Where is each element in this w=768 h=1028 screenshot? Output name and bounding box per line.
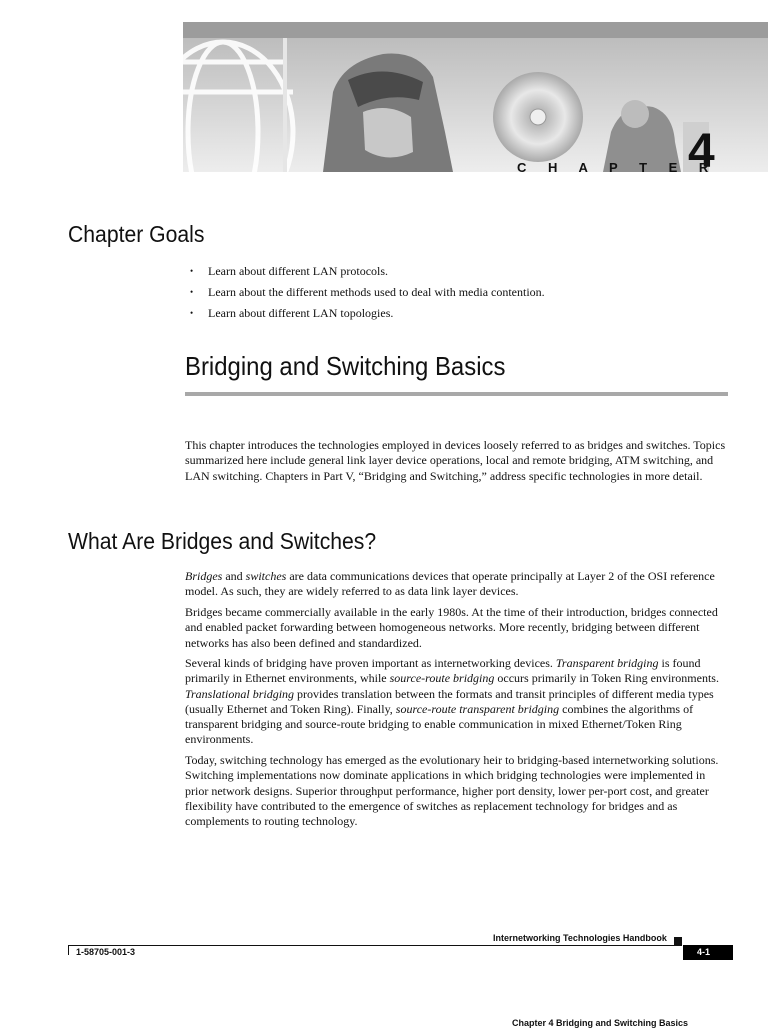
goal-text: Learn about different LAN topologies.	[208, 306, 394, 320]
bullet-icon: •	[190, 287, 194, 297]
text-run: occurs primarily in Token Ring environments.	[494, 671, 719, 686]
list-item	[186, 261, 545, 282]
text-run: are data communications devices that operate principally at Layer 2 of the OSI reference model. As such, they are widely referred to as data link layer devices.	[185, 569, 715, 599]
term-transparent-bridging: Transparent bridging	[555, 656, 659, 670]
bullet-icon: •	[190, 308, 194, 318]
text-run: is found primarily in Ethernet environments, while	[185, 656, 701, 686]
section-heading-what: What Are Bridges and Switches?	[68, 528, 377, 554]
term-translational-bridging: Translational bridging	[185, 686, 295, 701]
chapter-banner-image	[183, 22, 768, 172]
goal-text: Learn about different LAN protocols.	[208, 264, 389, 278]
chapter-label: C H A P T E R	[517, 160, 718, 175]
text-run: provides translation between the formats and transit principles of different media types (usually Ethernet and Token Ring). Finally,	[185, 686, 714, 716]
banner-illustration	[183, 22, 768, 172]
text-run: and	[222, 569, 246, 583]
page-number-badge: 4-1	[683, 945, 733, 960]
goal-text: Learn about the different methods used to deal with media contention.	[208, 285, 545, 299]
section-heading-basics: Bridging and Switching Basics	[185, 351, 506, 381]
heading-rule-divider	[185, 392, 728, 396]
term-bridges: Bridges	[185, 569, 223, 583]
list-item	[186, 282, 545, 303]
paragraph-definition	[185, 569, 730, 600]
chapter-goals-list	[186, 261, 545, 324]
bullet-icon: •	[190, 266, 194, 276]
chapter-goals-heading: Chapter Goals	[68, 221, 205, 247]
text-run: Several kinds of bridging have proven important as internetworking devices.	[185, 656, 556, 670]
footer-tick	[68, 945, 69, 955]
text-run: combines the algorithms of transparent bridging and source-route bridging to enable communication in mixed Ethernet/Token Ring environments.	[185, 701, 694, 747]
term-source-route-transparent-bridging: source-route transparent bridging	[395, 701, 560, 716]
footer-marker	[674, 937, 682, 945]
paragraph-switching: Today, switching technology has emerged as the evolutionary heir to bridging-based internetworking solutions. Switching implementations now dominate applications in which bridging technologies were implemented in prior network designs. Superior throughput performance, higher port density, lower per-port cost, and greater flexibility have contributed to the emergence of switches as replacement technology for bridges and as complements to routing technology.	[185, 753, 719, 829]
footer-isbn: 1-58705-001-3	[76, 947, 136, 957]
chapter-number: 4	[688, 125, 715, 178]
next-page-running-header: Chapter 4 Bridging and Switching Basics	[512, 1018, 689, 1028]
paragraph-bridging-kinds	[185, 656, 730, 748]
footer-rule-divider	[68, 945, 682, 946]
term-switches: switches	[245, 569, 287, 583]
list-item	[186, 303, 545, 324]
intro-paragraph: This chapter introduces the technologies employed in devices loosely referred to as bridges and switches. Topics summarized here include general link layer device operations, local and remote bridging, ATM switching, and LAN switching. Chapters in Part V, “Bridging and Switching,” address specific technologies in more detail.	[185, 438, 726, 483]
paragraph-history: Bridges became commercially available in the early 1980s. At the time of their introduction, bridges connected and enabled packet forwarding between homogeneous networks. More recently, bridging between different networks has also been defined and standardized.	[185, 605, 718, 650]
footer-book-title: Internetworking Technologies Handbook	[493, 933, 667, 943]
term-source-route-bridging: source-route bridging	[389, 671, 495, 686]
